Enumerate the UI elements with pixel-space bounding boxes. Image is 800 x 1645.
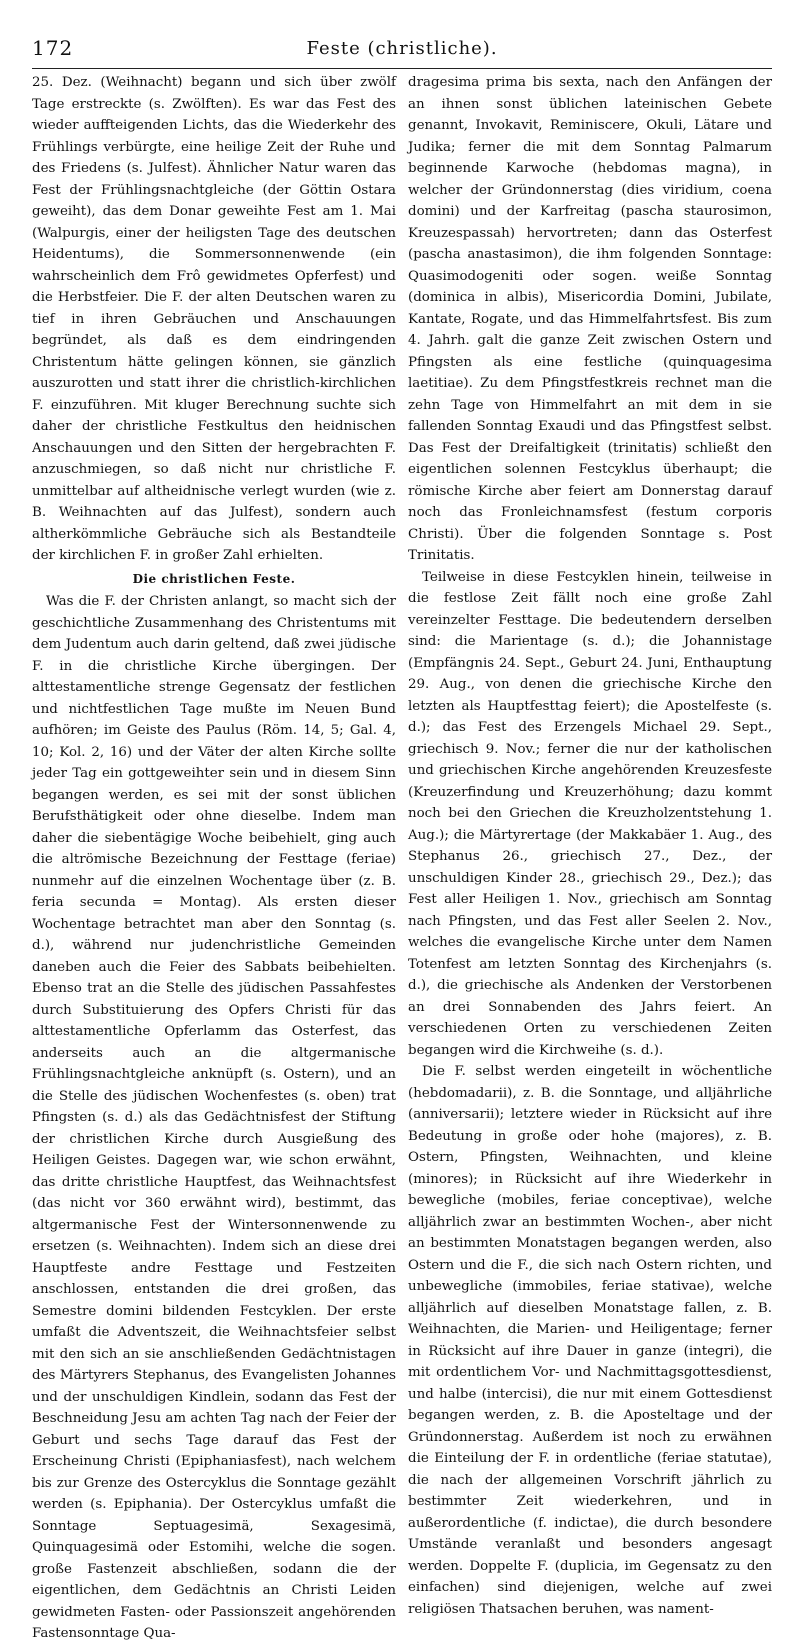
paragraph: Teilweise in diese Festcyklen hinein, teilweise in die festlose Zeit fällt noch eine große Zahl vereinzelter Festtage. Die bedeutendern derselben sind: die Marientage (s. d.); die Johannistage (Empfängnis 24. Sept., Geburt 24. Juni, Enthauptung 29. Aug., von denen die griechische Kirche den letzten als Hauptfesttag feiert); die Apostelfeste (s. d.); das Fest des Erzengels Michael 29. Sept., griechisch 9. Nov.; ferner die nur der katholischen und griechischen Kirche angehörenden Kreuzesfeste (Kreuzerfindung und Kreuzerhöhung; dazu kommt noch bei den Griechen die Kreuzholzentstehung 1. Aug.); die Märtyrertage (der Makkabäer 1. Aug., des Stephanus 26., griechisch 27., Dez., der unschuldigen Kinder 28., griechisch 29., Dez.); das Fest aller Heiligen 1. Nov., griechisch am Sonntag nach Pfingsten, und das Fest aller Seelen 2. Nov., welches die evangelische Kirche unter dem Namen Totenfest am letzten Sonntag des Kirchenjahrs (s. d.), die griechische als Andenken der Verstorbenen an drei Sonnabenden des Jahrs feiert. An verschiedenen Orten zu verschiedenen Zeiten begangen wird die Kirchweihe (s. d.). [408,569,772,1058]
page-header [32,28,772,69]
section-heading: Die christlichen Feste. [132,571,296,586]
paragraph: Die F. selbst werden eingeteilt in wöchentliche (hebdomadarii), z. B. die Sonntage, und alljährliche (anniversarii); letztere wieder in Rücksicht auf ihre Bedeutung in große oder hohe (majores), z. B. Ostern, Pfingsten, Weihnachten, und kleine (minores); in Rücksicht auf ihre Wiederkehr in bewegliche (mobiles, feriae conceptivae), welche alljährlich zwar an bestimmten Wochen-, aber nicht an bestimmten Monatstagen begangen werden, also Ostern und die F., die sich nach Ostern richten, und unbewegliche (immobiles, feriae stativae), welche alljährlich auf dieselben Monatstage fallen, z. B. Weihnachten, die Marien- und Heiligentage; ferner in Rücksicht auf ihre Dauer in ganze (integri), die mit ordentlichem Vor- und Nachmittagsgottesdienst, und halbe (intercisi), die nur mit einem Gottesdienst begangen werden, z. B. die Aposteltage und der Gründonnerstag. Außerdem ist noch zu erwähnen die Einteilung der F. in ordentliche (feriae statutae), die nach der allgemeinen Vorschrift jährlich zu bestimmter Zeit wiederkehren, und in außerordentliche (f. indictae), die durch besondere Umstände veranlaßt und besonders angesagt werden. Doppelte F. (duplicia, im Gegensatz zu den einfachen) sind diejenigen, welche auf zwei religiösen Thatsachen beruhen, was nament- [408,1064,772,1617]
paragraph: 25. Dez. (Weihnacht) begann und sich über zwölf Tage erstreckte (s. Zwölften). Es war das Fest des wieder auffteigenden Lichts, das die Wiederkehr des Frühlings verbürgte, eine heilige Zeit der Ruhe und des Friedens (s. Julfest). Ähnlicher Natur waren das Fest der Frühlingsnachtgleiche (der Göttin Ostara geweiht), das dem Donar geweihte Fest am 1. Mai (Walpurgis, einer der heiligsten Tage des deutschen Heidentums), die Sommersonnenwende (ein wahrscheinlich dem Frô gewidmetes Opferfest) und die Herbstfeier. Die F. der alten Deutschen waren zu tief in ihren Gebräuchen und Anschauungen begründet, als daß es dem eindringenden Christentum hätte gelingen können, sie gänzlich auszurotten und statt ihrer die christlich-kirchlichen F. einzuführen. Mit kluger Berechnung suchte sich daher der christliche Festkultus den heidnischen Anschauungen und den Sitten der hergebrachten F. anzuschmiegen, so daß nicht nur christliche F. unmittelbar auf altheidnische verlegt wurden (wie z. B. Weihnachten auf das Julfest), sondern auch altherkömmliche Gebräuche sich als Bestandteile der kirchlichen F. in großer Zahl erhielten. [32,75,396,563]
right-column [408,72,772,1617]
running-head-title: Feste (christliche). [306,38,498,59]
paragraph: Was die F. der Christen anlangt, so macht sich der geschichtliche Zusammenhang des Christentums mit dem Judentum auch darin geltend, daß zwei jüdische F. in die christliche Kirche übergingen. Der alttestamentliche strenge Gegensatz der festlichen und nichtfestlichen Tage mußte im Neuen Bund aufhören; im Geiste des Paulus (Röm. 14, 5; Gal. 4, 10; Kol. 2, 16) und der Väter der alten Kirche sollte jeder Tag ein gottgeweihter sein und in diesem Sinn begangen werden, es sei mit der sonst üblichen Berufsthätigkeit oder ohne dieselbe. Indem man daher die siebentägige Woche beibehielt, ging auch die altrömische Bezeichnung der Festtage (feriae) nunmehr auf die einzelnen Wochentage über (z. B. feria secunda = Montag). Als ersten dieser Wochentage betrachtet man aber den Sonntag (s. d.), während nur judenchristliche Gemeinden daneben auch die Feier des Sabbats beibehielten. Ebenso trat an die Stelle des jüdischen Passahfestes durch Substituierung des Opfers Christi für das alttestamentliche Opferlamm das Osterfest, das anderseits auch an die altgermanische Frühlingsnachtgleiche anknüpft (s. Ostern), und an die Stelle des jüdischen Wochenfestes (s. oben) trat Pfingsten (s. d.) als das Gedächtnisfest der Stiftung der christlichen Kirche durch Ausgießung des Heiligen Geistes. Dagegen war, wie schon erwähnt, das dritte christliche Hauptfest, das Weihnachtsfest (das nicht vor 360 erwähnt wird), bestimmt, das altgermanische Fest der Wintersonnenwende zu ersetzen (s. Weihnachten). Indem sich an diese drei Hauptfeste andre Festtage und Festzeiten anschlossen, entstanden die drei großen, das Semestre domini bildenden Festcyklen. Der erste umfaßt die Adventszeit, die Weihnachtsfeier selbst mit den sich an sie anschließenden Gedächtnistagen des Märtyrers Stephanus, des Evangelisten Johannes und der unschuldigen Kindlein, sodann das Fest der Beschneidung Jesu am achten Tag nach der Feier der Geburt und sechs Tage darauf das Fest der Erscheinung Christi (Epiphaniasfest), nach welchem bis zur Grenze des Ostercyklus die Sonntage gezählt werden (s. Epiphania). Der Ostercyklus umfaßt die Sonntage Septuagesimä, Sexagesimä, Quinquagesimä oder Estomihi, welche die sogen. große Fastenzeit abschließen, sodann die der eigentlichen, dem Gedächtnis an Christi Leiden gewidmeten Fasten- oder Passionszeit angehörenden Fastensonntage Qua- [32,594,396,1641]
text-columns [32,72,772,1641]
left-column [32,72,396,1641]
paragraph: dragesima prima bis sexta, nach den Anfängen der an ihnen sonst üblichen lateinischen Gebete genannt, Invokavit, Reminiscere, Okuli, Lätare und Judika; ferner die mit dem Sonntag Palmarum beginnende Karwoche (hebdomas magna), in welcher der Gründonnerstag (dies viridium, coena domini) und der Karfreitag (pascha staurosimon, Kreuzespassah) hervortreten; dann das Osterfest (pascha anastasimon), die ihm folgenden Sonntage: Quasimodogeniti oder sogen. weiße Sonntag (dominica in albis), Misericordia Domini, Jubilate, Kantate, Rogate, und das Himmelfahrtsfest. Bis zum 4. Jahrh. galt die ganze Zeit zwischen Ostern und Pfingsten als eine festliche (quinquagesima laetitiae). Zu dem Pfingstfestkreis rechnet man die zehn Tage von Himmelfahrt an mit dem in sie fallenden Sonntag Exaudi und das Pfingstfest selbst. Das Fest der Dreifaltigkeit (trinitatis) schließt den eigentlichen solennen Festcyklus überhaupt; die römische Kirche aber feiert am Donnerstag darauf noch das Fronleichnamsfest (festum corporis Christi). Über die folgenden Sonntage s. Post Trinitatis. [408,75,772,563]
page-number: 172 [32,36,74,60]
